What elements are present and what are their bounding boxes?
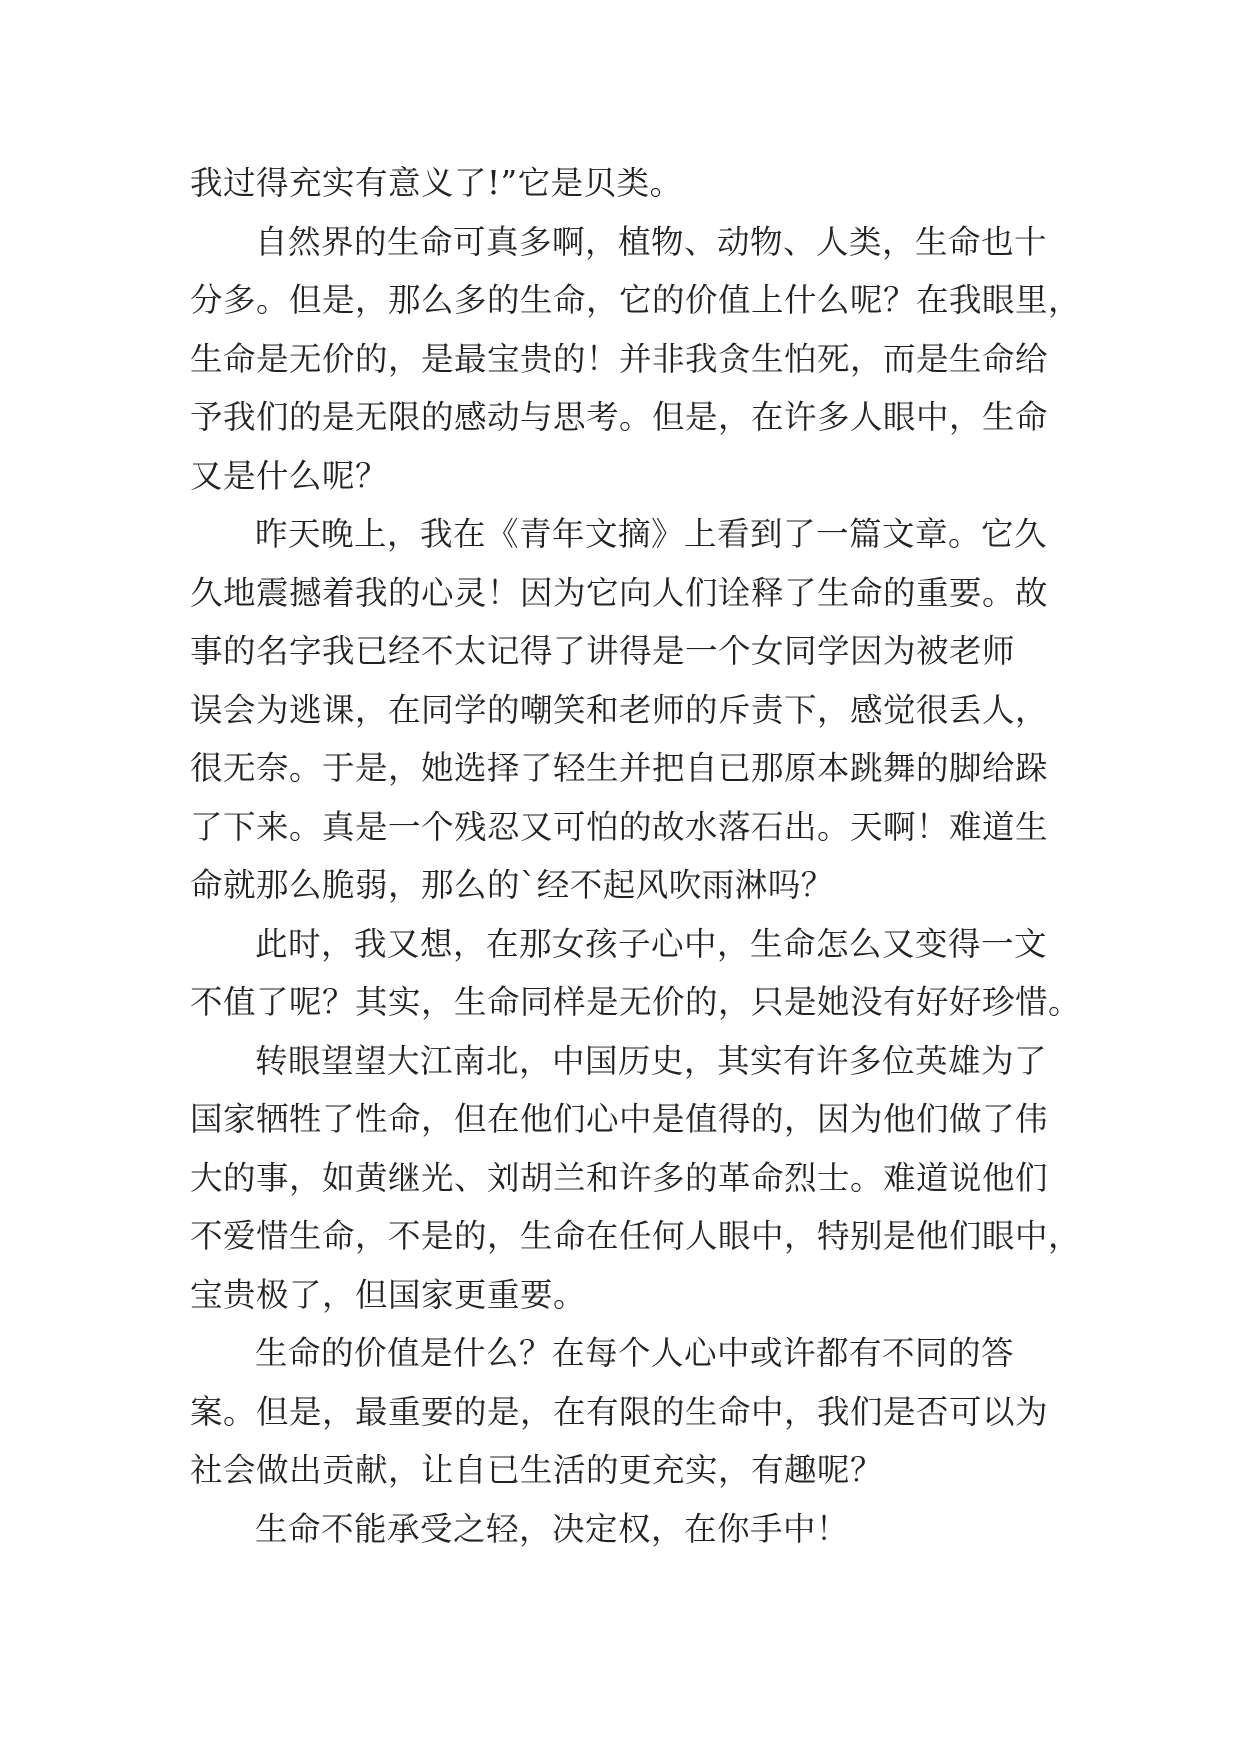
text-line: 误会为逃课，在同学的嘲笑和老师的斥责下，感觉很丢人， bbox=[190, 690, 1049, 729]
text-line: 生命的价值是什么？在每个人心中或许都有不同的答 bbox=[255, 1334, 1015, 1372]
text-line: 案。但是，最重要的是，在有限的生命中，我们是否可以为 bbox=[190, 1392, 1049, 1431]
text-line: 宝贵极了，但国家更重要。 bbox=[190, 1275, 587, 1314]
text-line: 昨天晚上，我在《青年文摘》上看到了一篇文章。它久 bbox=[255, 515, 1048, 553]
text-line: 予我们的是无限的感动与思考。但是，在许多人眼中，生命 bbox=[190, 398, 1049, 436]
text-line: 分多。但是，那么多的生命，它的价值上什么呢？在我眼里， bbox=[190, 281, 1082, 319]
text-line: 大的事，如黄继光、刘胡兰和许多的革命烈士。难道说他们 bbox=[190, 1158, 1049, 1197]
text-line: 国家牺牲了性命，但在他们心中是值得的，因为他们做了伟 bbox=[190, 1100, 1049, 1138]
text-line: 生命是无价的，是最宝贵的！并非我贪生怕死，而是生命给 bbox=[190, 339, 1049, 378]
text-line: 生命不能承受之轻，决定权，在你手中！ bbox=[255, 1509, 850, 1548]
essay-body bbox=[190, 154, 1082, 1558]
text-line: 很无奈。于是，她选择了轻生并把自已那原本跳舞的脚给跺 bbox=[190, 749, 1049, 787]
text-line: 了下来。真是一个残忍又可怕的故水落石出。天啊！难道生 bbox=[190, 807, 1049, 846]
text-line: 社会做出贡献，让自已生活的更充实，有趣呢？ bbox=[190, 1451, 884, 1489]
text-line: 命就那么脆弱，那么的`经不起风吹雨淋吗？ bbox=[190, 866, 834, 904]
text-line: 不值了呢？其实，生命同样是无价的，只是她没有好好珍惜。 bbox=[190, 983, 1082, 1021]
text-line: 自然界的生命可真多啊，植物、动物、人类，生命也十 bbox=[255, 222, 1048, 261]
text-line: 不爱惜生命，不是的，生命在任何人眼中，特别是他们眼中， bbox=[190, 1217, 1082, 1255]
text-line: 又是什么呢？ bbox=[190, 456, 389, 495]
text-line: 转眼望望大江南北，中国历史，其实有许多位英雄为了 bbox=[255, 1041, 1048, 1080]
text-line: 久地震撼着我的心灵！因为它向人们诠释了生命的重要。故 bbox=[190, 573, 1049, 612]
text-line: 我过得充实有意义了!”它是贝类。 bbox=[190, 164, 683, 202]
text-line: 事的名字我已经不太记得了讲得是一个女同学因为被老师 bbox=[190, 632, 1016, 670]
text-line: 此时，我又想，在那女孩子心中，生命怎么又变得一文 bbox=[255, 924, 1048, 963]
